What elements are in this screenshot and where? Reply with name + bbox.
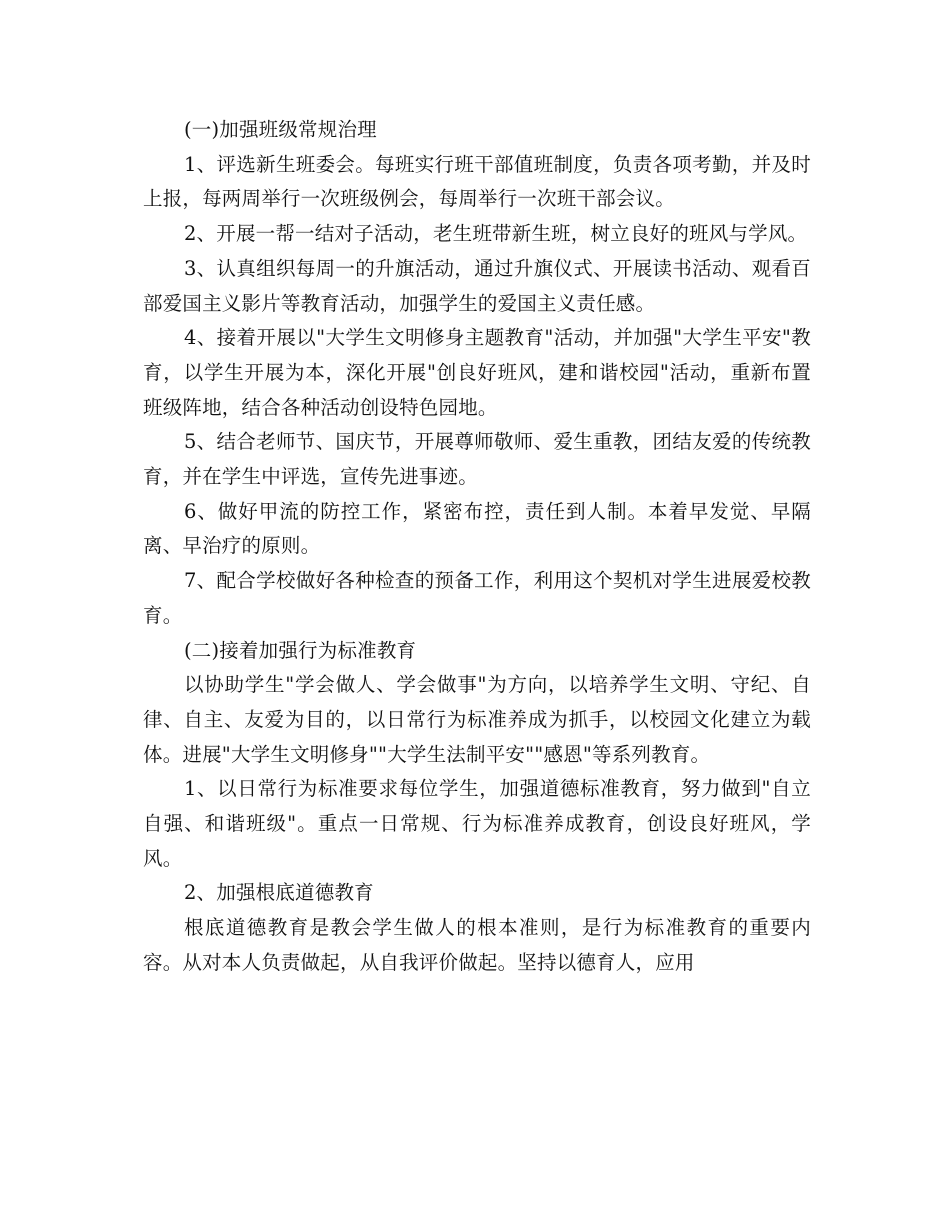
document-body [143,113,811,981]
paragraph-item-7-inspection-prep: 7、配合学校做好各种检查的预备工作，利用这个契机对学生进展爱校教育。 [143,569,811,627]
subheading-item-2-basic-morality: 2、加强根底道德教育 [183,881,374,905]
section-heading-behavior-standards: (二)接着加强行为标准教育 [183,638,417,662]
paragraph-item-1-class-committee: 1、评选新生班委会。每班实行班干部值班制度，负责各项考勤，并及时上报，每两周举行一次班级例会，每周举行一次班干部会议。 [143,152,811,211]
paragraph-behavior-intro: 以协助学生"学会做人、学会做事"为方向，以培养学生文明、守纪、自律、自主、友爱为目的，以日常行为标准养成为抓手，以校园文化建立为载体。进展"大学生文明修身""大学生法制平安""感恩"等系列教育。 [143,673,811,766]
paragraph-item-2-pairing-activity: 2、开展一帮一结对子活动，老生班带新生班，树立良好的班风与学风。 [183,222,808,246]
paragraph-item-1-daily-standards: 1、以日常行为标准要求每位学生，加强道德标准教育，努力做到"自立自强、和谐班级"。重点一日常规、行为标准养成教育，创设良好班风，学风。 [143,777,811,870]
paragraph-item-4-civility-education: 4、接着开展以"大学生文明修身主题教育"活动，并加强"大学生平安"教育，以学生开展为本，深化开展"创良好班风，建和谐校园"活动，重新布置班级阵地，结合各种活动创设特色园地。 [143,326,811,419]
paragraph-basic-morality: 根底道德教育是教会学生做人的根本准则，是行为标准教育的重要内容。从对本人负责做起，从自我评价做起。坚持以德育人，应用 [143,916,811,974]
paragraph-item-5-teachers-day: 5、结合老师节、国庆节，开展尊师敬师、爱生重教，团结友爱的传统教育，并在学生中评选，宣传先进事迹。 [143,430,811,489]
paragraph-item-3-flag-raising: 3、认真组织每周一的升旗活动，通过升旗仪式、开展读书活动、观看百部爱国主义影片等教育活动，加强学生的爱国主义责任感。 [143,256,811,315]
paragraph-item-6-flu-prevention: 6、做好甲流的防控工作，紧密布控，责任到人制。本着早发觉、早隔离、早治疗的原则。 [143,499,811,558]
section-heading-class-management: (一)加强班级常规治理 [183,118,377,141]
